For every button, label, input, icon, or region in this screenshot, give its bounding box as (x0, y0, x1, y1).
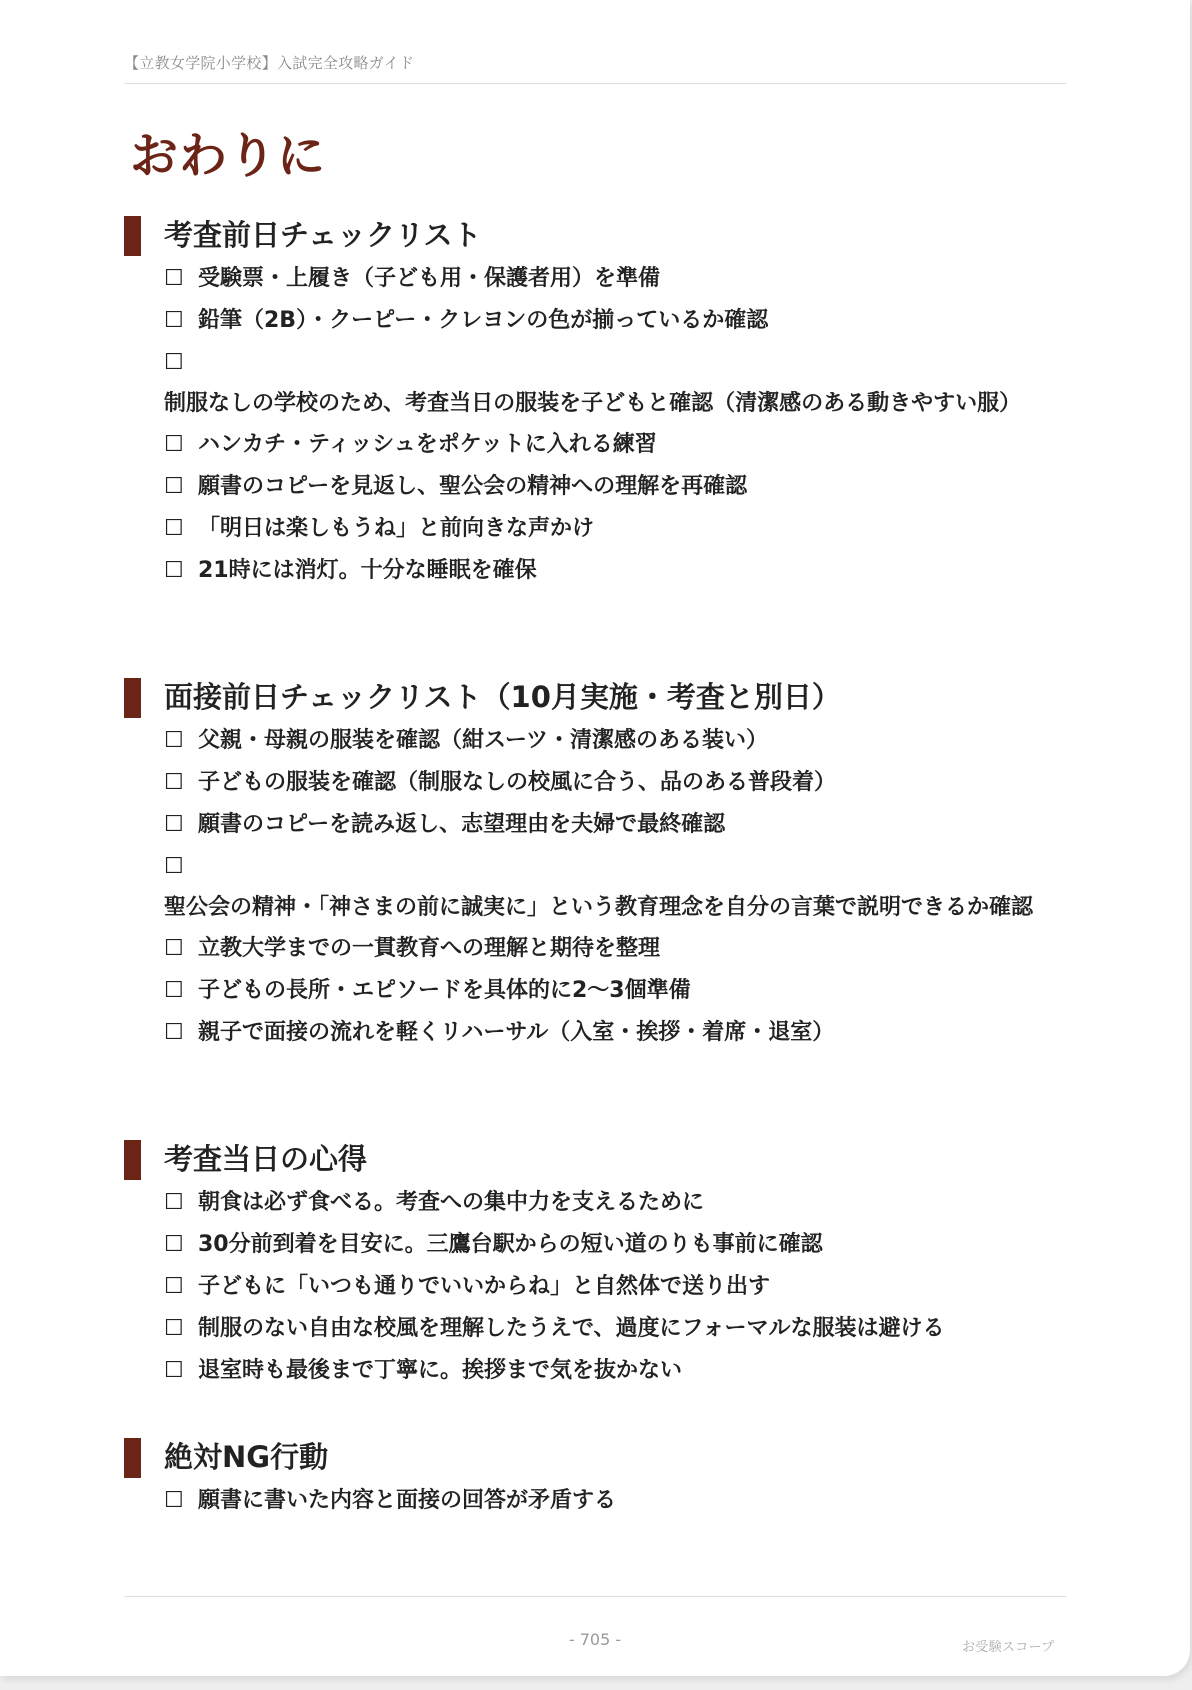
checkbox-icon[interactable]: ☐ (164, 1020, 184, 1045)
heading-accent-bar (124, 1140, 141, 1180)
checklist-item (164, 720, 1034, 762)
checklist (0, 258, 1190, 592)
section-heading (0, 676, 1190, 718)
section-heading-text: 面接前日チェックリスト（10月実施・考査と別日） (164, 680, 841, 714)
checkbox-icon[interactable]: ☐ (164, 1232, 184, 1257)
footer-brand: お受験スコープ (962, 1640, 1055, 1655)
checklist-item-text: 親子で面接の流れを軽くリハーサル（入室・挨拶・着席・退室） (198, 1020, 835, 1045)
checklist-item (164, 762, 1034, 804)
checklist-item (164, 1182, 1034, 1224)
checklist-item (164, 1308, 1034, 1350)
checkbox-icon[interactable]: ☐ (164, 474, 184, 499)
checkbox-icon[interactable]: ☐ (164, 558, 184, 583)
checklist-item (164, 970, 1034, 1012)
heading-accent-bar (124, 1438, 141, 1478)
heading-accent-bar (124, 678, 141, 718)
checklist-item (164, 258, 1034, 300)
checklist-item (164, 1012, 1034, 1054)
checklist-item (164, 928, 1034, 970)
checklist-item (164, 466, 1034, 508)
checkbox-icon[interactable]: ☐ (164, 1488, 184, 1513)
header-divider (124, 83, 1066, 84)
checkbox-icon[interactable]: ☐ (164, 308, 184, 333)
checklist-item (164, 342, 1034, 424)
checkbox-icon[interactable]: ☐ (164, 1190, 184, 1215)
checklist-item-text: 30分前到着を目安に。三鷹台駅からの短い道のりも事前に確認 (198, 1232, 823, 1257)
section-interview-eve-checklist (0, 676, 1190, 1054)
checklist-item-text: 子どもの長所・エピソードを具体的に2〜3個準備 (198, 978, 691, 1003)
checklist-item-text: 立教大学までの一貫教育への理解と期待を整理 (198, 936, 661, 961)
checklist-item-text: 願書のコピーを見返し、聖公会の精神への理解を再確認 (198, 474, 748, 499)
checkbox-icon[interactable]: ☐ (164, 516, 184, 541)
checklist-item (164, 1224, 1034, 1266)
checklist-item-text: 退室時も最後まで丁寧に。挨拶まで気を抜かない (198, 1358, 683, 1383)
section-heading-text: 考査当日の心得 (164, 1142, 368, 1176)
checklist-item (164, 550, 1034, 592)
checkbox-icon[interactable]: ☐ (164, 978, 184, 1003)
checklist-item-text: 制服なしの学校のため、考査当日の服装を子どもと確認（清潔感のある動きやすい服） (164, 391, 1022, 416)
checkbox-icon[interactable]: ☐ (164, 266, 184, 291)
page-title: おわりに (130, 128, 327, 184)
checklist (0, 1480, 1190, 1522)
checklist-item-text: 子どもの服装を確認（制服なしの校風に合う、品のある普段着） (198, 770, 837, 795)
section-exam-day-tips (0, 1138, 1190, 1392)
section-absolute-ng (0, 1436, 1190, 1522)
checklist-item (164, 424, 1034, 466)
checklist (0, 720, 1190, 1054)
checkbox-icon[interactable]: ☐ (164, 432, 184, 457)
checklist-item (164, 300, 1034, 342)
section-heading (0, 1436, 1190, 1478)
checkbox-icon[interactable]: ☐ (164, 350, 184, 375)
checklist-item (164, 1266, 1034, 1308)
checklist-item-text: 21時には消灯。十分な睡眠を確保 (198, 558, 537, 583)
checklist-item-text: 制服のない自由な校風を理解したうえで、過度にフォーマルな服装は避ける (198, 1316, 945, 1341)
checklist-item-text: 願書のコピーを読み返し、志望理由を夫婦で最終確認 (198, 812, 726, 837)
running-header: 【立教女学院小学校】入試完全攻略ガイド (124, 54, 415, 72)
checklist-item-text: 聖公会の精神・「神さまの前に誠実に」という教育理念を自分の言葉で説明できるか確認 (164, 895, 1034, 920)
section-heading (0, 1138, 1190, 1180)
footer-divider (124, 1596, 1066, 1597)
checklist (0, 1182, 1190, 1392)
checkbox-icon[interactable]: ☐ (164, 812, 184, 837)
checklist-item (164, 1350, 1034, 1392)
heading-accent-bar (124, 216, 141, 256)
checkbox-icon[interactable]: ☐ (164, 936, 184, 961)
checklist-item-text: 父親・母親の服装を確認（紺スーツ・清潔感のある装い） (198, 728, 769, 753)
checkbox-icon[interactable]: ☐ (164, 1358, 184, 1383)
checkbox-icon[interactable]: ☐ (164, 1316, 184, 1341)
checklist-item (164, 804, 1034, 846)
checklist-item-text: 朝食は必ず食べる。考査への集中力を支えるために (198, 1190, 705, 1215)
section-exam-eve-checklist (0, 214, 1190, 592)
section-heading-text: 考査前日チェックリスト (164, 218, 482, 252)
checkbox-icon[interactable]: ☐ (164, 728, 184, 753)
checkbox-icon[interactable]: ☐ (164, 1274, 184, 1299)
section-heading-text: 絶対NG行動 (164, 1440, 329, 1474)
checklist-item-text: 願書に書いた内容と面接の回答が矛盾する (198, 1488, 617, 1513)
page-number: - 705 - (568, 1630, 622, 1649)
checklist-item-text: 受験票・上履き（子ども用・保護者用）を準備 (198, 266, 661, 291)
checklist-item-text: 鉛筆（2B）・クーピー・クレヨンの色が揃っているか確認 (198, 308, 769, 333)
checklist-item-text: ハンカチ・ティッシュをポケットに入れる練習 (198, 432, 657, 457)
checkbox-icon[interactable]: ☐ (164, 854, 184, 879)
checklist-item-text: 「明日は楽しもうね」と前向きな声かけ (198, 516, 595, 541)
checklist-item (164, 846, 1034, 928)
checkbox-icon[interactable]: ☐ (164, 770, 184, 795)
section-heading (0, 214, 1190, 256)
checklist-item (164, 1480, 1034, 1522)
checklist-item (164, 508, 1034, 550)
checklist-item-text: 子どもに「いつも通りでいいからね」と自然体で送り出す (198, 1274, 771, 1299)
